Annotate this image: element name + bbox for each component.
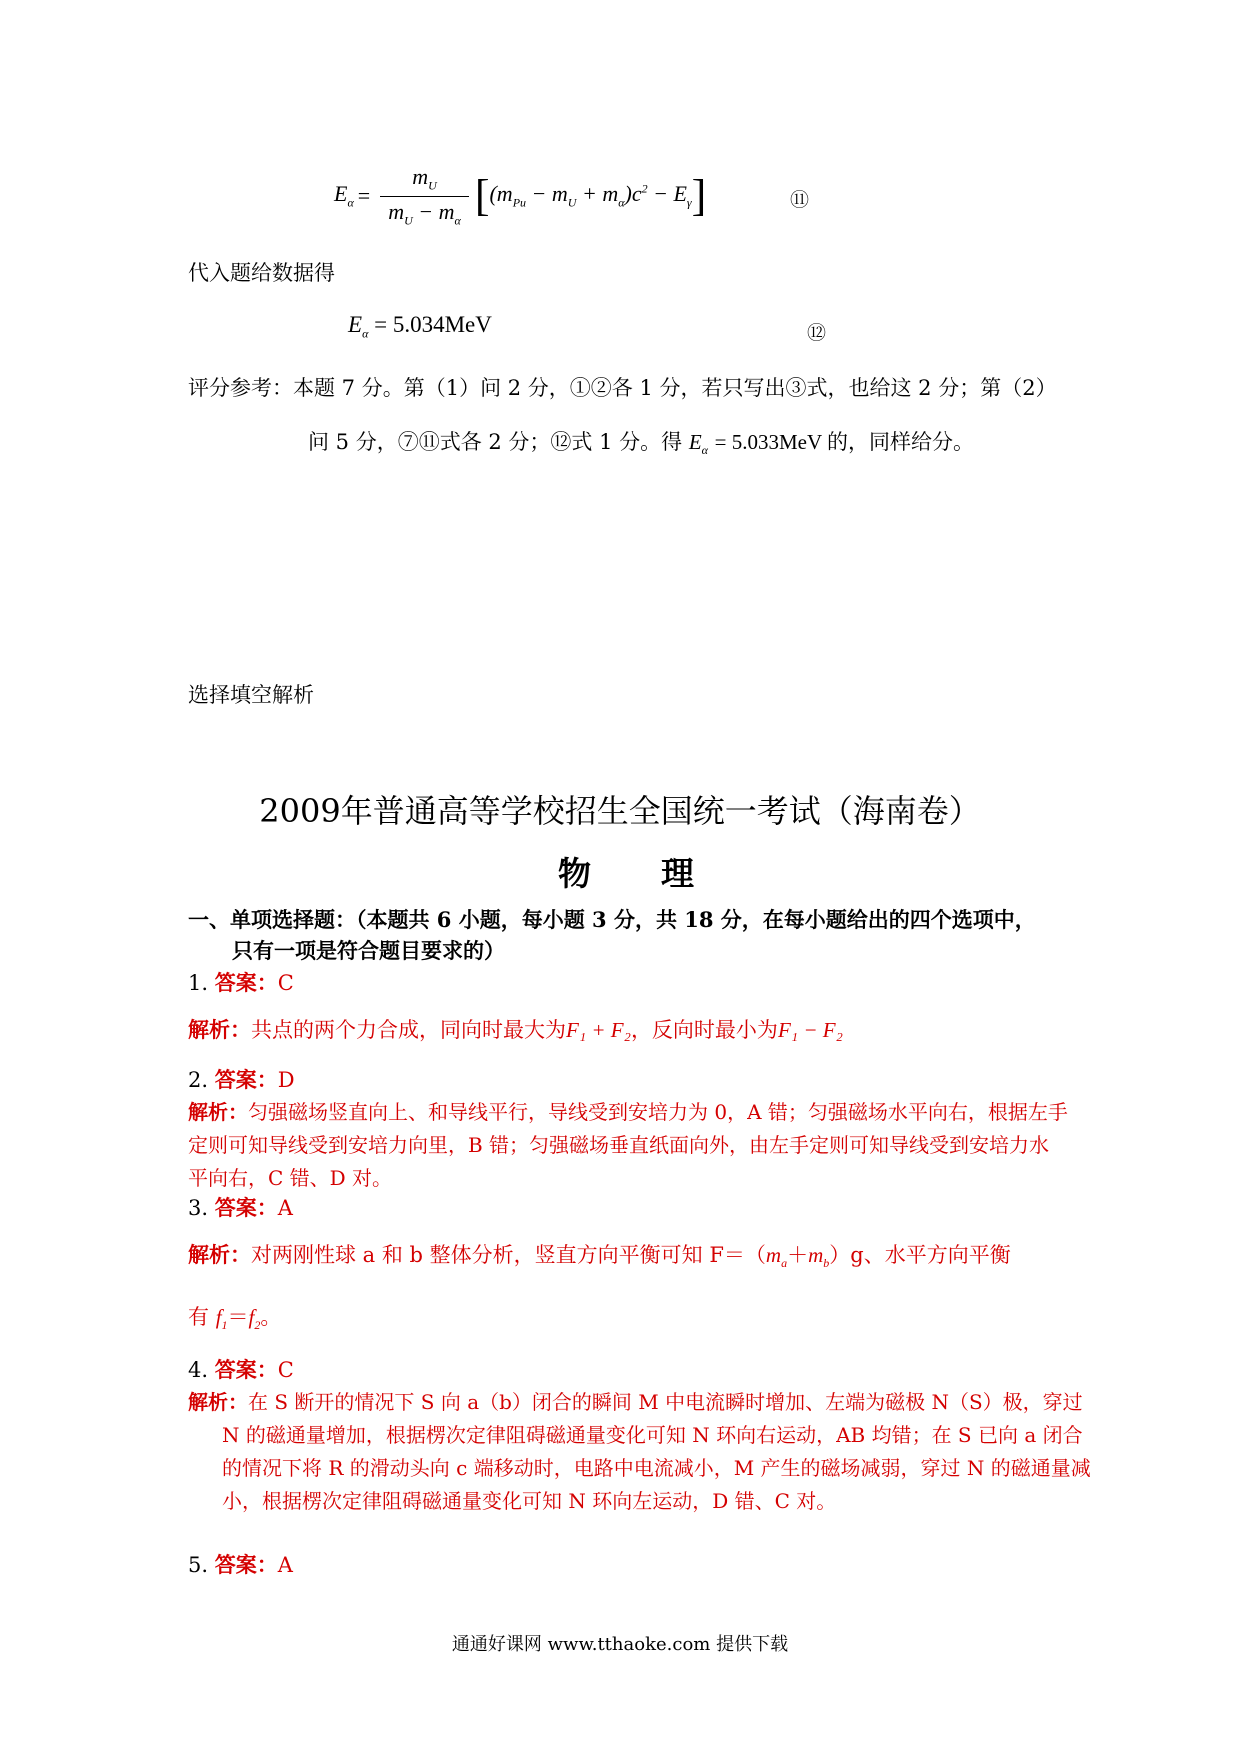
q3-analysis: 解析：对两刚性球 a 和 b 整体分析，竖直方向平衡可知 $F=(m_a+m_b)g$、水平方向平衡: [188, 1242, 1011, 1271]
q3-analysis-line-2: 有 $f_1=f_2$。: [188, 1305, 282, 1333]
q1-analysis: 解析：共点的两个力合成，同向时最大为F₁ + F₂，反向时最小为F₁ − F₂: [188, 1017, 843, 1042]
grading-line-1: 评分参考：本题 7 分。第（1）问 2 分，①②各 1 分，若只写出③式，也给这 2 分；第（2）: [188, 376, 1057, 400]
grading-line-2: 问 5 分，⑦⑪式各 2 分；⑫式 1 分。得 $E_\alpha = 5.033MeV$ 的，同样给分。: [308, 430, 975, 458]
part1-heading-line-2: 只有一项是符合题目要求的）: [232, 938, 505, 963]
substitute-text: 代入题给数据得: [188, 261, 335, 285]
q2-analysis: 解析：匀强磁场竖直向上、和导线平行，导线受到安培力为 0，A 错；匀强磁场水平向右，根据左手定则可知导线受到安培力向里，B 错；匀强磁场垂直纸面向外，由左手定则可知导线受到安培力水平向右，C 错、D 对。: [188, 1100, 1068, 1190]
formula-1-fraction: $\frac{m_U}{m_U - m_\alpha}$: [380, 164, 469, 228]
q3-answer: 3. 答案：A: [188, 1195, 293, 1220]
page-footer: 通通好课网 www.tthaoke.com 提供下载: [451, 1634, 789, 1655]
q4-answer: 4. 答案：C: [188, 1357, 294, 1382]
q4-analysis: 解析：在 S 断开的情况下 S 向 a（b）闭合的瞬间 M 中电流瞬时增加、左端为磁极 N（S）极，穿过 N 的磁通量增加，根据楞次定律阻碍磁通量变化可知 N 环向右运动，AB 均错；在 S 已向 a 闭合的情况下将 R 的滑动头向 c 端移动时，电路中电流减小，M 产生的磁场减弱，穿过 N 的磁通量减小，根据楞次定律阻碍磁通量变化可知 N 环向左运动，D 错、C 对。: [188, 1390, 1091, 1513]
formula-1: $E_\alpha$ = $\frac{m_U}{m_U - m_\alpha}$ [ $(m_{Pu} - m_U + m_\alpha)c^2 - E_\gamma$ ]: [334, 164, 707, 227]
q2-answer: 2. 答案：D: [188, 1067, 295, 1092]
q5-answer: 5. 答案：A: [188, 1552, 293, 1577]
subject-title: 物理: [558, 854, 764, 893]
formula-2: $E_\alpha = 5.034MeV$: [348, 312, 492, 341]
formula-1-tag: ⑪: [790, 189, 810, 211]
page-title: 2009年普通高等学校招生全国统一考试（海南卷）: [259, 792, 981, 830]
section-label: 选择填空解析: [188, 683, 314, 707]
q1-answer: 1. 答案：C: [188, 970, 294, 995]
part1-heading-line-1: 一、单项选择题：（本题共 6 小题，每小题 3 分，共 18 分，在每小题给出的四个选项中，: [188, 907, 1036, 932]
formula-1-lhs: $E_\alpha$: [334, 181, 354, 210]
formula-2-tag: ⑫: [807, 322, 827, 344]
